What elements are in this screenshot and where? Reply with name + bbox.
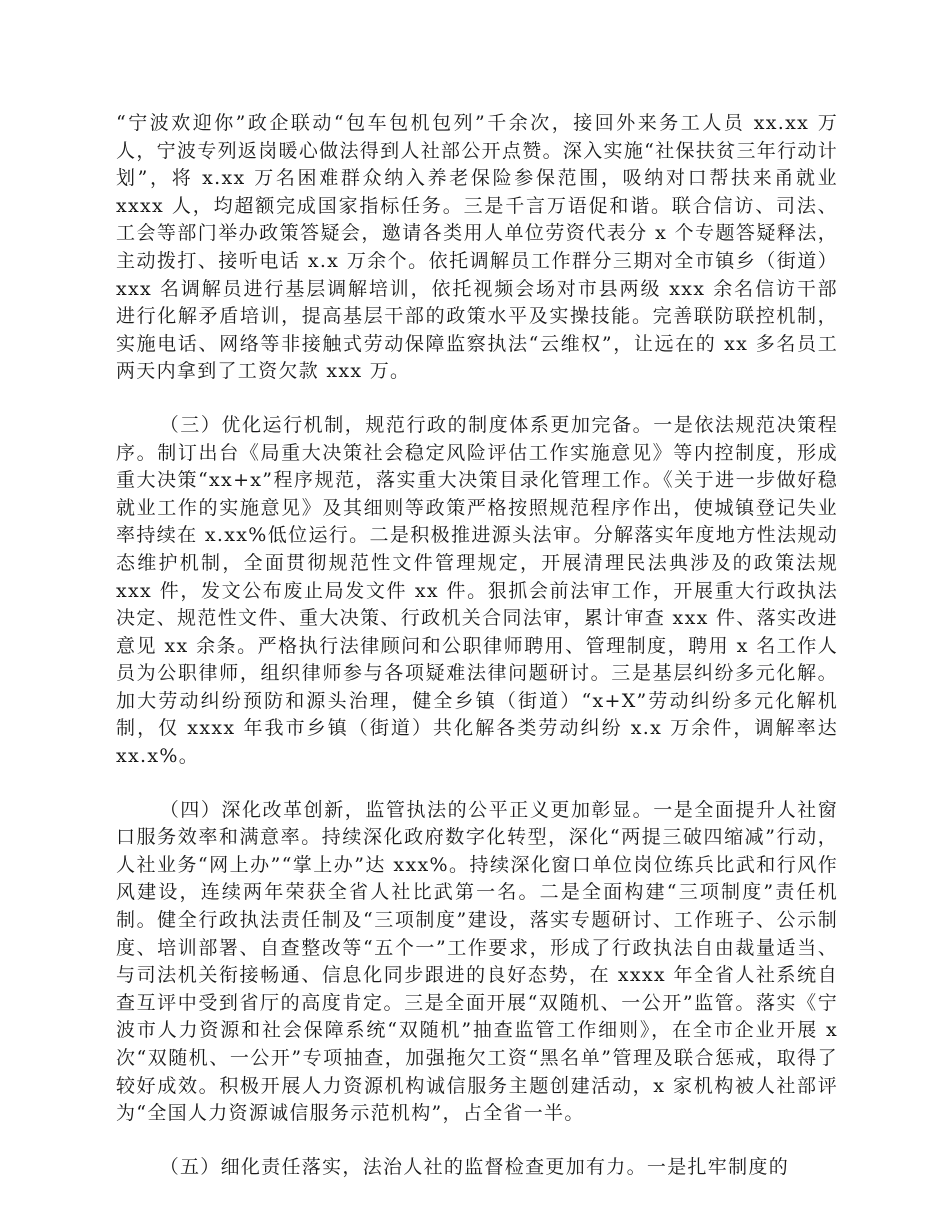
- document-body: [116, 110, 838, 1207]
- paragraph-continuation: “宁波欢迎你”政企联动“包车包机包列”千余次，接回外来务工人员 xx.xx 万人，宁波专列返岗暖心做法得到人社部公开点赞。深入实施“社保扶贫三年行动计划”，将 x.xx 万名困难群众纳入养老保险参保范围，吸纳对口帮扶来甬就业 xxxx 人，均超额完成国家指标任务。三是千言万语促和谐。联合信访、司法、工会等部门举办政策答疑会，邀请各类用人单位劳资代表分 x 个专题答疑释法，主动拨打、接听电话 x.x 万余个。依托调解员工作群分三期对全市镇乡（街道）xxx 名调解员进行基层调解培训，依托视频会场对市县两级 xxx 余名信访干部进行化解矛盾培训，提高基层干部的政策水平及实操技能。完善联防联控机制，实施电话、网络等非接触式劳动保障监察执法“云维权”，让远在的 xx 多名员工两天内拿到了工资欠款 xxx 万。: [116, 112, 838, 383]
- paragraph-section-five: （五）细化责任落实，法治人社的监督检查更加有力。一是扎牢制度的: [159, 1155, 789, 1178]
- paragraph-section-four: （四）深化改革创新，监管执法的公平正义更加彰显。一是全面提升人社窗口服务效率和满意率。持续深化政府数字化转型，深化“两提三破四缩减”行动，人社业务“网上办”“掌上办”达 xxx%。持续深化窗口单位岗位练兵比武和行风作风建设，连续两年荣获全省人社比武第一名。二是全面构建“三项制度”责任机制。健全行政执法责任制及“三项制度”建设，落实专题研讨、工作班子、公示制度、培训部署、自查整改等“五个一”工作要求，形成了行政执法自由裁量适当、与司法机关衔接畅通、信息化同步跟进的良好态势，在 xxxx 年全省人社系统自查互评中受到省厅的高度肯定。三是全面开展“双随机、一公开”监管。落实《宁波市人力资源和社会保障系统“双随机”抽查监管工作细则》，在全市企业开展 x 次“双随机、一公开”专项抽查，加强拖欠工资“黑名单”管理及联合惩戒，取得了较好成效。积极开展人力资源机构诚信服务主题创建活动，x 家机构被人社部评为“全国人力资源诚信服务示范机构”，占全省一半。: [116, 798, 838, 1125]
- paragraph-section-three: （三）优化运行机制，规范行政的制度体系更加完备。一是依法规范决策程序。制订出台《局重大决策社会稳定风险评估工作实施意见》等内控制度，形成重大决策“xx+x”程序规范，落实重大决策目录化管理工作。《关于进一步做好稳就业工作的实施意见》及其细则等政策严格按照规范程序作出，使城镇登记失业率持续在 x.xx%低位运行。二是积极推进源头法审。分解落实年度地方性法规动态维护机制，全面贯彻规范性文件管理规定，开展清理民法典涉及的政策法规 xxx 件，发文公布废止局发文件 xx 件。狠抓会前法审工作，开展重大行政执法决定、规范性文件、重大决策、行政机关合同法审，累计审查 xxx 件、落实改进意见 xx 余条。严格执行法律顾问和公职律师聘用、管理制度，聘用 x 名工作人员为公职律师，组织律师参与各项疑难法律问题研讨。三是基层纠纷多元化解。加大劳动纠纷预防和源头治理，健全乡镇（街道）“x+X”劳动纠纷多元化解机制，仅 xxxx 年我市乡镇（街道）共化解各类劳动纠纷 x.x 万余件，调解率达 xx.x%。: [116, 413, 838, 768]
